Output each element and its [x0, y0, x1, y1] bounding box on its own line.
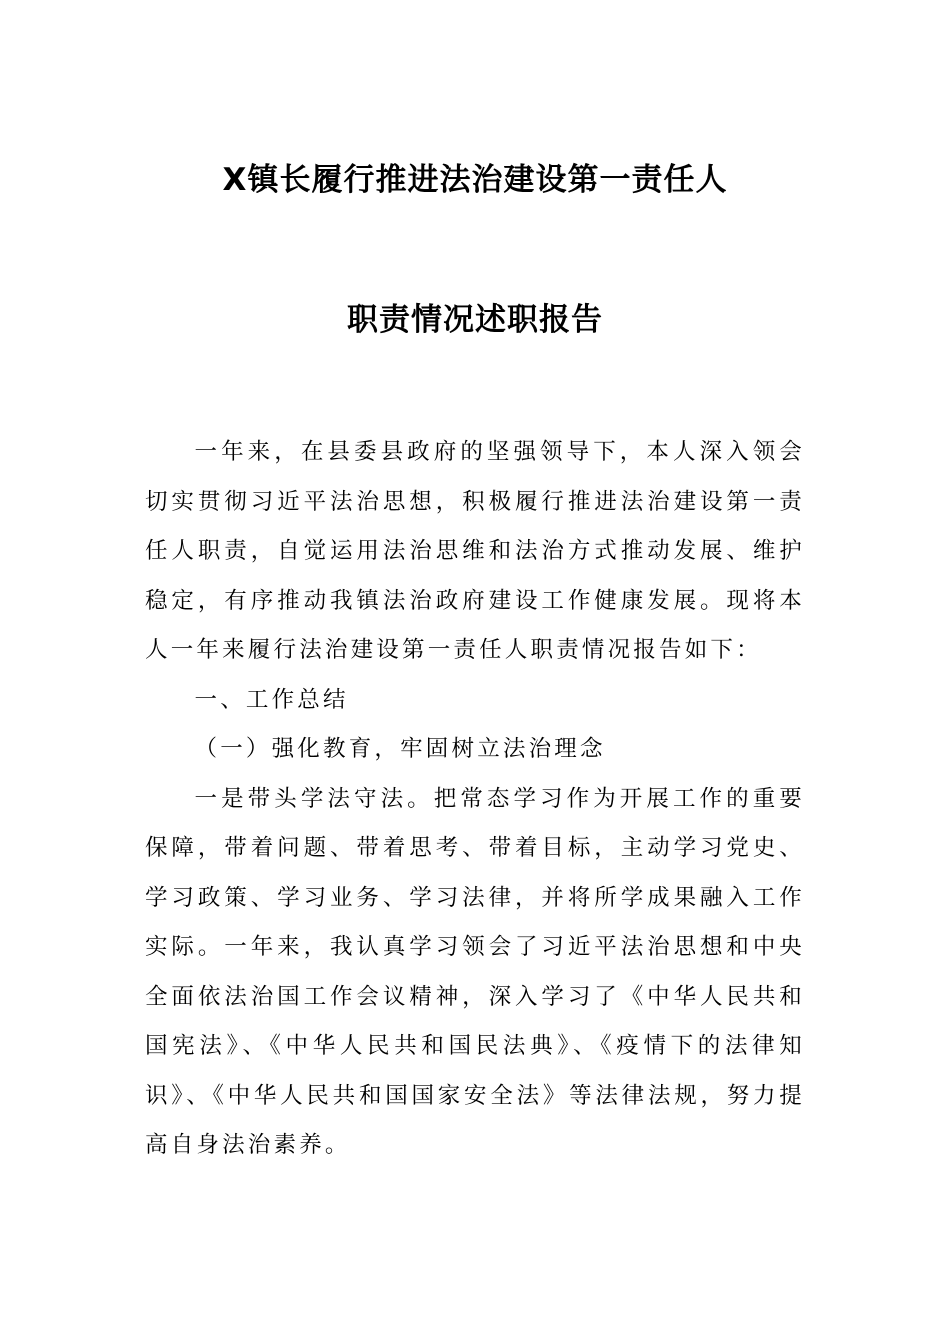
section-heading: 一、工作总结 — [194, 686, 349, 713]
document-body — [145, 428, 805, 1171]
document-title-line-1: X镇长履行推进法治建设第一责任人 — [222, 162, 728, 198]
document-title-line-2: 职责情况述职报告 — [347, 302, 603, 338]
subsection-heading: （一）强化教育，牢固树立法治理念 — [194, 736, 606, 762]
intro-paragraph: 一年来，在县委县政府的坚强领导下，本人深入领会切实贯彻习近平法治思想，积极履行推进法治建设第一责任人职责，自觉运用法治思维和法治方式推动发展、维护稳定，有序推动我镇法治政府建设工作健康发展。现将本人一年来履行法治建设第一责任人职责情况报告如下： — [145, 439, 805, 663]
body-paragraph: 一是带头学法守法。把常态学习作为开展工作的重要保障，带着问题、带着思考、带着目标，主动学习党史、学习政策、学习业务、学习法律，并将所学成果融入工作实际。一年来，我认真学习领会了习近平法治思想和中央全面依法治国工作会议精神，深入学习了《中华人民共和国宪法》、《中华人民共和国民法典》、《疫情下的法律知识》、《中华人民共和国国家安全法》等法律法规，努力提高自身法治素养。 — [145, 785, 805, 1158]
